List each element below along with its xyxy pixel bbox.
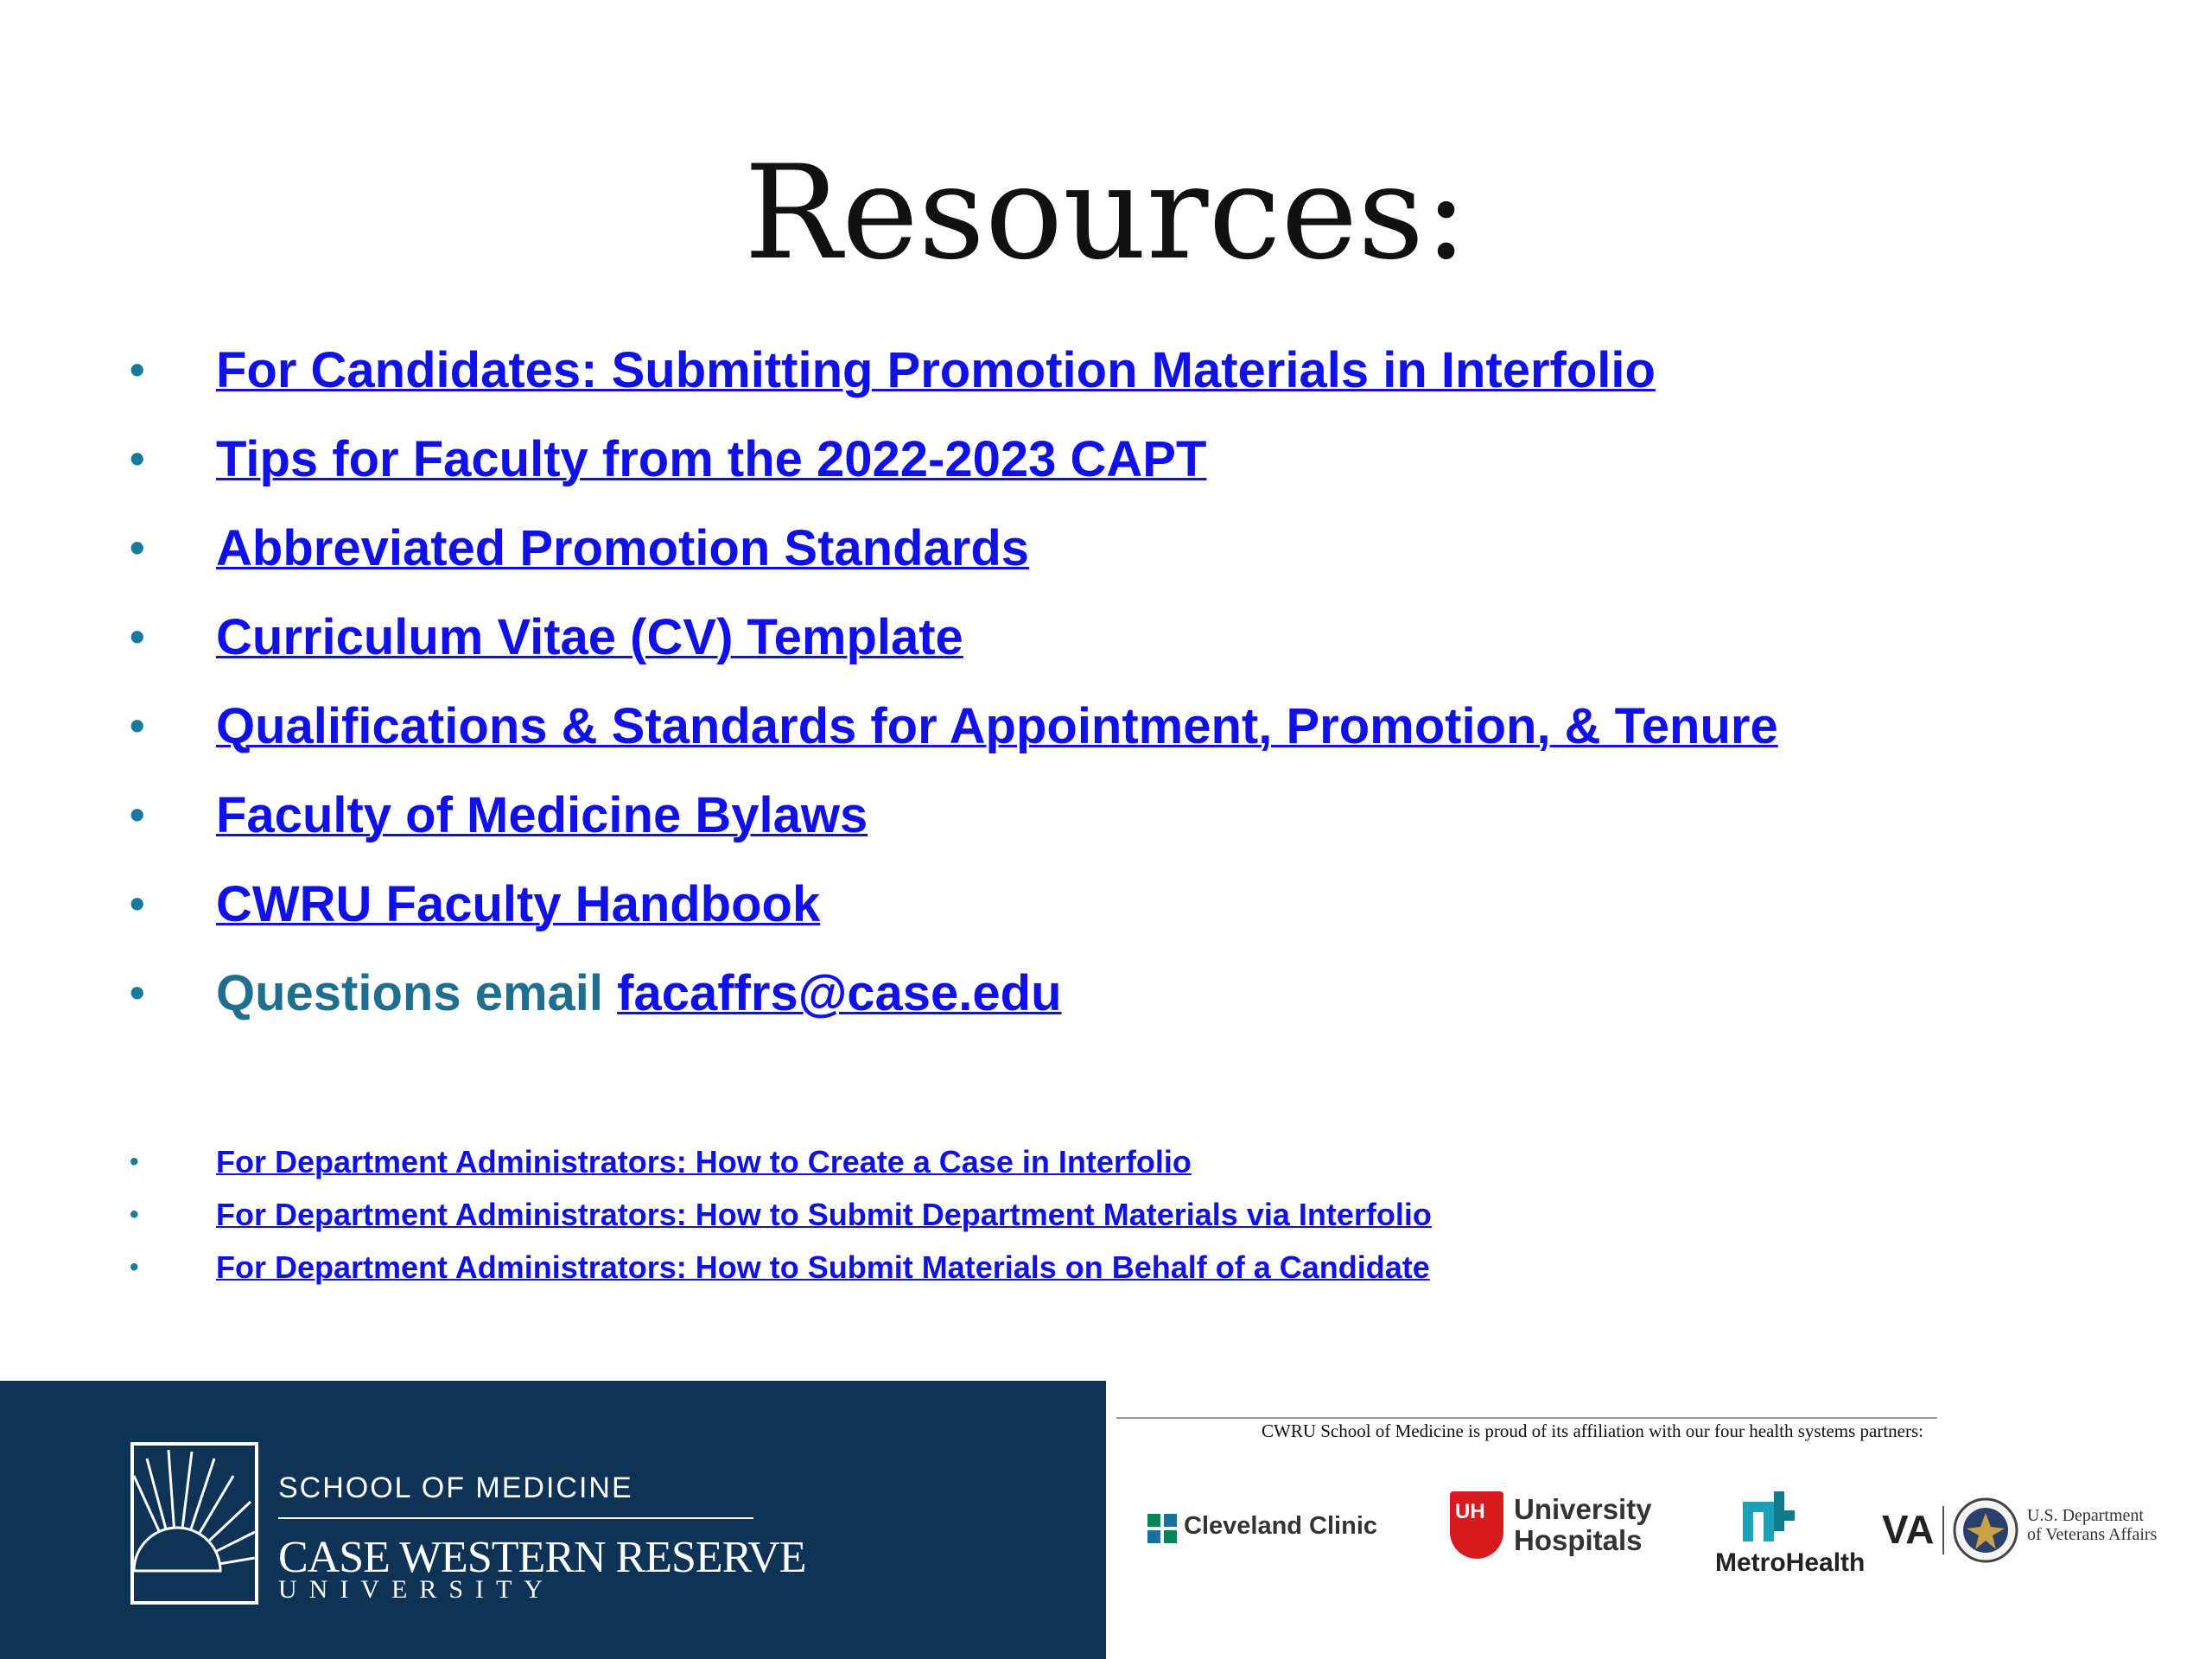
link-faculty-handbook[interactable]: CWRU Faculty Handbook — [216, 876, 821, 932]
link-admin-submit-dept-materials[interactable]: For Department Administrators: How to Submit Department Materials via Interfolio — [216, 1197, 1432, 1232]
list-item — [130, 1188, 1432, 1241]
email-link[interactable]: facaffrs@case.edu — [617, 965, 1062, 1021]
va-label-line1: U.S. Department — [2027, 1506, 2144, 1525]
metrohealth-label: MetroHealth — [1715, 1548, 1866, 1577]
link-admin-submit-on-behalf[interactable]: For Department Administrators: How to Submit Materials on Behalf of a Candidate — [216, 1249, 1430, 1285]
affiliation-text: CWRU School of Medicine is proud of its affiliation with our four health systems partners: — [1262, 1421, 1923, 1441]
bullet-icon: • — [130, 702, 145, 750]
bullet-icon: • — [130, 435, 145, 483]
bullet-icon: • — [130, 524, 145, 572]
sunburst-logo-icon — [130, 1441, 259, 1605]
divider — [1942, 1506, 1944, 1554]
admin-links-list — [130, 1135, 1432, 1294]
cleveland-clinic-label: Cleveland Clinic — [1184, 1512, 1378, 1540]
list-item — [130, 949, 1778, 1038]
divider — [278, 1517, 753, 1519]
resources-list — [130, 326, 1778, 1038]
bullet-icon: • — [130, 791, 145, 839]
list-item — [130, 1241, 1432, 1294]
link-cv-template[interactable]: Curriculum Vitae (CV) Template — [216, 609, 963, 665]
uh-label-line1: University — [1514, 1493, 1652, 1525]
link-capt-tips[interactable]: Tips for Faculty from the 2022-2023 CAPT — [216, 431, 1207, 487]
metrohealth-icon — [1739, 1491, 1798, 1543]
bullet-icon: • — [130, 1200, 139, 1229]
link-bylaws[interactable]: Faculty of Medicine Bylaws — [216, 787, 868, 843]
divider — [1116, 1417, 1937, 1419]
list-item — [130, 771, 1778, 860]
bullet-icon: • — [130, 346, 145, 394]
list-item — [130, 415, 1778, 504]
bullet-icon: • — [130, 613, 145, 661]
list-item — [130, 326, 1778, 415]
link-candidates-interfolio[interactable]: For Candidates: Submitting Promotion Materials in Interfolio — [216, 342, 1656, 398]
uh-mark: UH — [1455, 1500, 1485, 1523]
bullet-icon: • — [130, 969, 145, 1017]
va-label-line2: of Veterans Affairs — [2027, 1525, 2158, 1544]
va-seal-icon — [1953, 1497, 2018, 1563]
list-item — [130, 860, 1778, 949]
list-item — [130, 504, 1778, 593]
bullet-icon: • — [130, 1253, 139, 1281]
partners-panel — [1106, 1381, 2212, 1659]
bullet-icon: • — [130, 880, 145, 928]
list-item — [130, 682, 1778, 771]
list-item — [130, 593, 1778, 682]
school-of-medicine-text: SCHOOL OF MEDICINE — [278, 1471, 633, 1504]
questions-label: Questions email — [216, 965, 618, 1021]
university-subtitle: UNIVERSITY — [278, 1575, 555, 1604]
uh-label-line2: Hospitals — [1514, 1524, 1643, 1556]
university-name: CASE WESTERN RESERVE — [278, 1533, 806, 1582]
cleveland-clinic-icon — [1147, 1514, 1177, 1543]
list-item — [130, 1135, 1432, 1188]
bullet-icon: • — [130, 1147, 139, 1176]
page-title: Resources: — [744, 138, 1468, 289]
link-abbreviated-standards[interactable]: Abbreviated Promotion Standards — [216, 520, 1030, 576]
footer-brand-panel — [0, 1381, 1106, 1659]
link-admin-create-case[interactable]: For Department Administrators: How to Create a Case in Interfolio — [216, 1144, 1192, 1179]
va-mark: VA — [1882, 1507, 1935, 1552]
link-qualifications-standards[interactable]: Qualifications & Standards for Appointment, Promotion, & Tenure — [216, 698, 1778, 754]
